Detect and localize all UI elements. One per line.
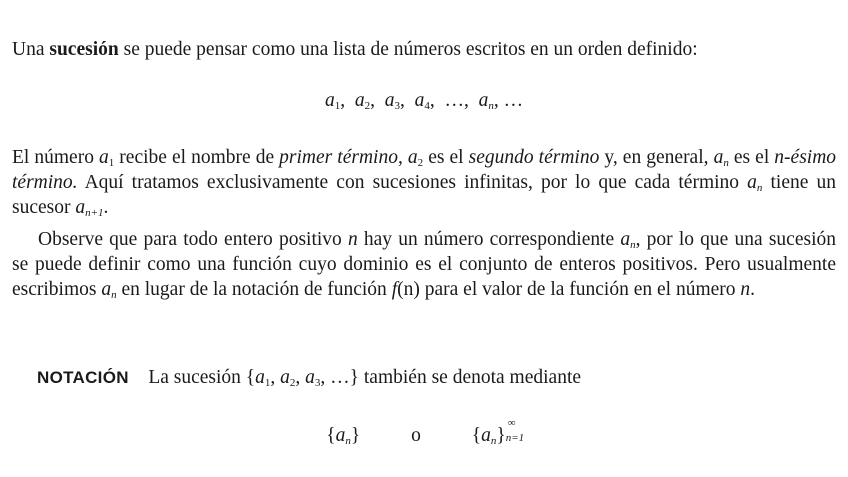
sequence-formula: $a_1$, $a_2$, $a_3$, $a_4$, …, $a_n$, … (324, 90, 524, 112)
intro-text: Una (12, 39, 50, 60)
term-sucesion: sucesión (49, 39, 119, 60)
function-paragraph: Observe que para todo entero positivo n hay un número correspondiente $a_n$, por lo que una sucesión se puede definir como una función cuyo dominio es el conjunto de enteros positivos. Pero usualmente escribimos $a_n$ en lugar de la notación de función f(n) para el valor de la función en el número n. (12, 229, 836, 301)
notation-formula: $\{a_n\}$ o $\{a_n\}$ ∞ n=1 (326, 417, 525, 447)
intro-text-rest: se puede pensar como una lista de números escritos en un orden definido: (118, 39, 698, 60)
notation-label: NOTACIÓN (37, 368, 129, 387)
definition-paragraph: El número $a_1$ recibe el nombre de primer término, $a_2$ es el segundo término y, en general, $a_n$ es el n-ésimo término. Aquí tratamos exclusivamente con sucesiones infinitas, por lo que cada término $a_n$ tiene un sucesor $a_{n+1}$. (12, 147, 837, 219)
notation-line: NOTACIÓN La sucesión {$a_1$, $a_2$, $a_3$, …} también se denota mediante (37, 367, 582, 389)
intro-paragraph (12, 37, 836, 62)
